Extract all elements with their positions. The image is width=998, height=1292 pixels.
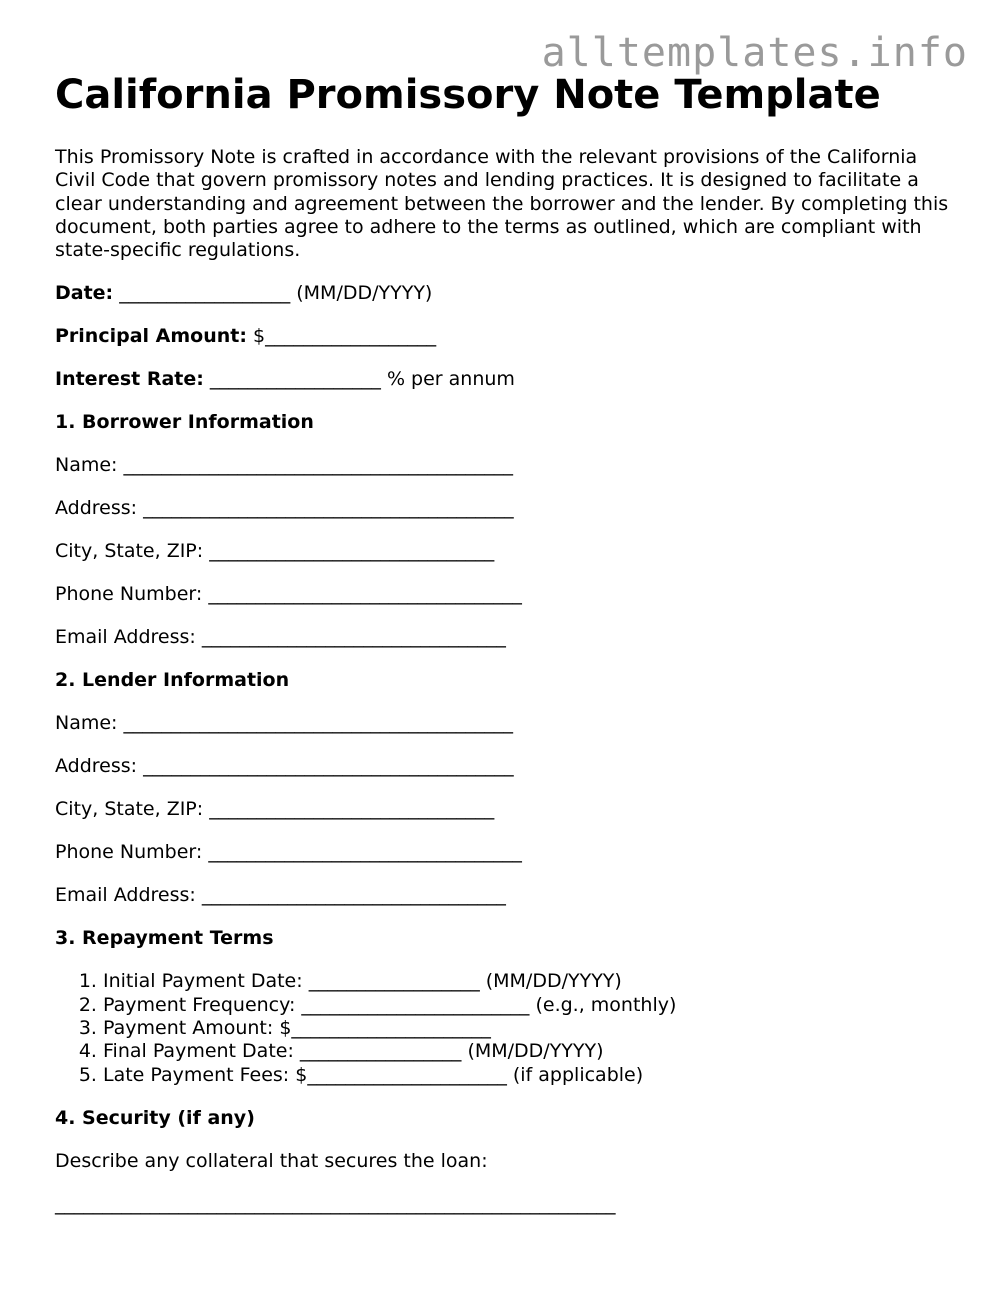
date-label: Date: [55,282,114,305]
principal-amount-field[interactable] [55,325,955,348]
intro-paragraph: This Promissory Note is crafted in accordance with the relevant provisions of the California Civil Code that govern promissory notes and lending practices. It is designed to facilitate a clear understanding and agreement between the borrower and the lender. By completing this document, both parties agree to adhere to the terms as outlined, which are compliant with state-specific regulations. [55,146,949,262]
date-blank[interactable]: __________________ (MM/DD/YYYY) [113,282,433,305]
list-item[interactable]: 2. Payment Frequency: ________________________ (e.g., monthly) [103,994,955,1017]
page-title: California Promissory Note Template [55,72,881,118]
lender-address-field[interactable]: Address: _______________________________________ [55,755,514,778]
principal-label: Principal Amount: [55,325,247,348]
borrower-address-field[interactable]: Address: _______________________________________ [55,497,514,520]
borrower-name-field[interactable]: Name: _________________________________________ [55,454,513,477]
lender-heading: 2. Lender Information [55,669,290,692]
lender-name-field[interactable]: Name: _________________________________________ [55,712,513,735]
list-item[interactable]: 4. Final Payment Date: _________________ (MM/DD/YYYY) [103,1040,955,1063]
interest-blank[interactable]: __________________ % per annum [203,368,515,391]
collateral-prompt: Describe any collateral that secures the loan: [55,1149,488,1172]
borrower-email-field[interactable]: Email Address: ________________________________ [55,626,506,649]
repayment-heading: 3. Repayment Terms [55,927,274,950]
borrower-heading: 1. Borrower Information [55,411,314,434]
principal-blank[interactable]: $__________________ [246,325,437,348]
list-item[interactable]: 5. Late Payment Fees: $_____________________ (if applicable) [103,1064,955,1087]
borrower-city-field[interactable]: City, State, ZIP: ______________________________ [55,540,495,563]
date-field[interactable] [55,282,955,305]
interest-rate-field[interactable] [55,368,955,391]
security-heading: 4. Security (if any) [55,1106,255,1129]
repayment-terms-list [55,970,955,1086]
list-item[interactable]: 3. Payment Amount: $_____________________ [103,1017,955,1040]
lender-email-field[interactable]: Email Address: ________________________________ [55,884,506,907]
borrower-phone-field[interactable]: Phone Number: _________________________________ [55,583,522,606]
lender-phone-field[interactable]: Phone Number: _________________________________ [55,841,522,864]
interest-label: Interest Rate: [55,368,204,391]
lender-city-field[interactable]: City, State, ZIP: ______________________________ [55,798,495,821]
collateral-blank[interactable]: ___________________________________________________________ [55,1192,616,1215]
watermark: alltemplates.info [541,30,968,76]
document-page [55,70,955,1235]
list-item[interactable]: 1. Initial Payment Date: __________________ (MM/DD/YYYY) [103,970,955,993]
